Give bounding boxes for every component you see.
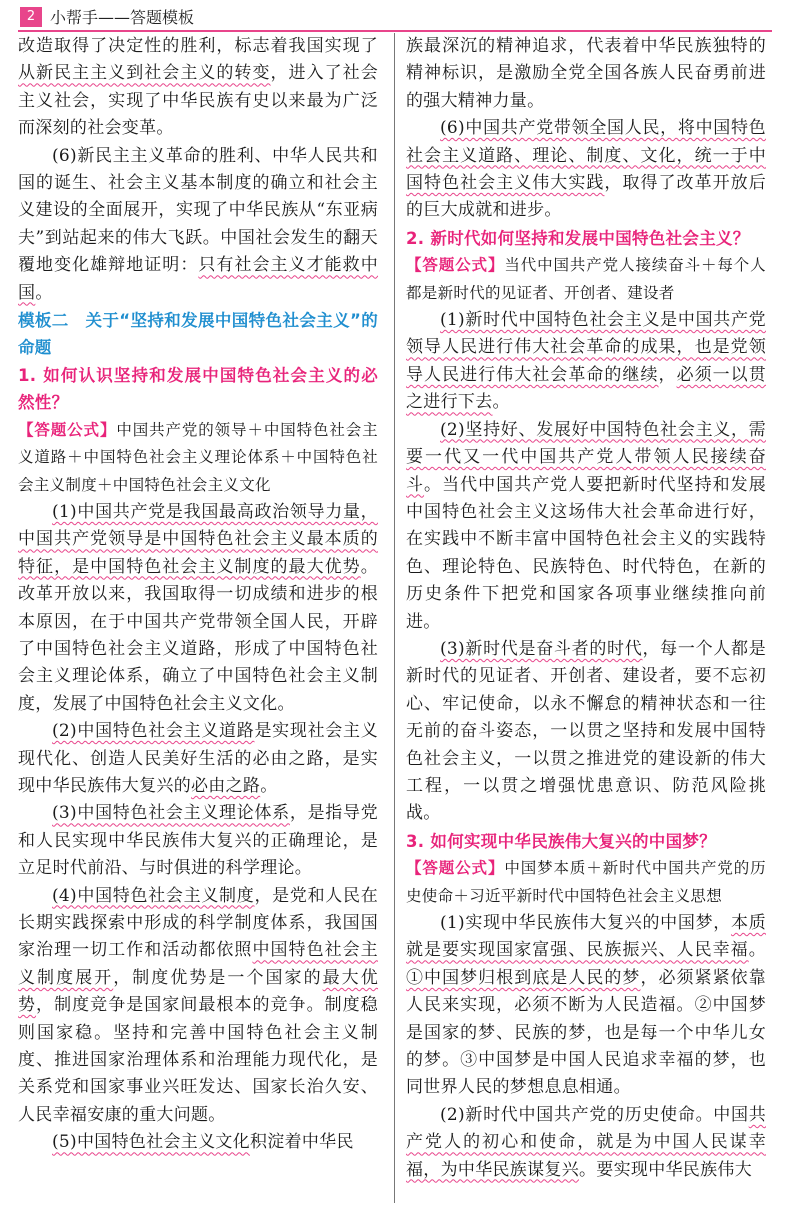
formula-tag: 【答题公式】 [18, 420, 117, 439]
question-3: 3. 如何实现中华民族伟大复兴的中国梦？ [406, 831, 716, 851]
underlined-text: 中国特色社会主义制度展开 [18, 940, 378, 988]
answer-2-point-2 [406, 417, 766, 636]
header-title: 小帮手——答题模板 [50, 8, 195, 27]
answer-1-point-1 [18, 499, 378, 718]
text: ，必须紧紧依靠人民来实现，必须不断为人民造福。②中国梦是国家的梦、民族的梦，也是每一个中华儿女的梦。③中国梦是中国人民追求幸福的梦，也同世界人民的梦想息息相通。 [406, 967, 766, 1098]
underlined-text: 共产党人的初心和使命，就是为中国人民谋幸福，为中华民族谋复兴 [406, 1104, 766, 1180]
header-rule [18, 30, 772, 32]
text: (1)实现中华民族伟大复兴的中国梦， [440, 913, 731, 933]
answer-formula-1 [18, 417, 378, 499]
underlined-text: 从新民主主义到社会主义的转变 [18, 63, 271, 84]
answer-1-point-2 [18, 718, 378, 800]
answer-2-point-1 [406, 307, 766, 417]
underlined-text: (4)中国特色社会主义制度 [52, 885, 255, 906]
answer-3-point-1 [406, 910, 766, 1102]
text: 。 [35, 282, 53, 303]
page-header [0, 0, 790, 30]
underlined-text: (1)中国共产党是我国最高政治领导力量，中国共产党领导是中国特色社会主义最本质的特征，是中国特色社会主义制度的最大优势 [18, 501, 378, 577]
paragraph-continued [406, 33, 766, 115]
answer-1-point-3 [18, 800, 378, 882]
text: 改造取得了决定性的胜利，标志着我国实现了 [18, 36, 378, 56]
question-1: 1. 如何认识坚持和发展中国特色社会主义的必然性？ [18, 365, 378, 413]
template-heading: 模板二 关于“坚持和发展中国特色社会主义”的命题 [18, 311, 378, 358]
formula-text: 中国共产党的领导＋中国特色社会主义道路＋中国特色社会主义理论体系＋中国特色社会主义制度＋中国特色社会主义文化 [18, 420, 378, 494]
underlined-text: (5)中国特色社会主义文化 [52, 1132, 250, 1153]
answer-3-point-2 [406, 1102, 766, 1184]
underlined-text: (3)新时代是奋斗者的时代 [440, 638, 643, 659]
underlined-text: 只有社会主义才能救中国 [18, 255, 379, 303]
text: ， [658, 364, 677, 385]
text: 。 [492, 392, 510, 413]
paragraph-6 [18, 143, 378, 307]
formula-tag: 【答题公式】 [406, 859, 505, 878]
question-2: 2. 新时代如何坚持和发展中国特色社会主义？ [406, 228, 750, 248]
text: 。改革开放以来，我国取得一切成绩和进步的根本原因，在于中国共产党带领全国人民，开辟了中国特色社会主义道路，形成了中国特色社会主义理论体系，确立了中国特色社会主义制度，发展了中国特色社会主义文化。 [18, 556, 378, 714]
text: 。 [748, 940, 766, 961]
answer-1-point-6 [406, 115, 766, 225]
answer-1-point-4 [18, 883, 378, 1130]
underlined-text: (2)坚持好、发展好中国特色社会主义，需要一代又一代中国共产党人带领人民接续奋斗 [406, 419, 766, 495]
answer-1-point-5 [18, 1129, 378, 1156]
text: (6)新民主主义革命的胜利、中华人民共和国的诞生、社会主义基本制度的确立和社会主义建设的全面展开，实现了中华民族从“东亚病夫”到站起来的伟大飞跃。中国社会发生的翻天覆地变化雄辩地证明： [18, 145, 378, 276]
text: ，每一个人都是新时代的见证者、开创者、建设者，要不忘初心、牢记使命，以永不懈怠的精神状态和一往无前的奋斗姿态，一以贯之坚持和发展中国特色社会主义，一以贯之推进党的建设新的伟大工程，一以贯之增强忧患意识、防范风险挑战。 [406, 638, 766, 824]
underlined-text: (2)中国特色社会主义道路 [52, 721, 255, 742]
right-column [406, 33, 766, 1184]
text: 。要实现中华民族伟大 [579, 1159, 752, 1180]
text: ，取得了改革开放后的巨大成就和进步。 [406, 173, 766, 221]
formula-text: 中国梦本质＋新时代中国共产党的历史使命＋习近平新时代中国特色社会主义思想 [406, 859, 766, 905]
underlined-text: 必须一以贯之进行下去 [406, 364, 767, 413]
text: ，制度竞争是国家间最根本的竞争。制度稳则国家稳。坚持和完善中国特色社会主义制度、推进国家治理体系和治理能力现代化，是关系党和国家事业兴旺发达、国家长治久安、人民幸福安康的重大问题。 [18, 995, 378, 1125]
answer-formula-2 [406, 252, 766, 307]
answer-formula-3 [406, 855, 766, 910]
text: 。当代中国共产党人要把新时代坚持和发展中国特色社会主义这场伟大社会革命进行好，在实践中不断丰富中国特色社会主义的实践特色、理论特色、民族特色、时代特色，在新的历史条件下把党和国家各项事业继续推向前进。 [406, 474, 766, 632]
text: 族最深沉的精神追求，代表着中华民族独特的精神标识，是激励全党全国各族人民奋勇前进的强大精神力量。 [406, 36, 766, 111]
column-divider [394, 33, 395, 1203]
formula-text: 当代中国共产党人接续奋斗＋每个人都是新时代的见证者、开创者、建设者 [406, 256, 766, 302]
text: 。 [260, 775, 278, 796]
answer-2-point-3 [406, 636, 766, 828]
text: ，是指导党和人民实现中华民族伟大复兴的正确理论，是立足时代前沿、与时俱进的科学理论。 [18, 803, 378, 879]
underlined-text: 必由之路 [191, 775, 261, 796]
underlined-text: 最大优势 [18, 967, 379, 1016]
text: ，进入了社会主义社会，实现了中华民族有史以来最为广泛而深刻的社会变革。 [18, 63, 378, 139]
underlined-text: (6)中国共产党带领全国人民，将中国特色社会主义道路、理论、制度、文化，统一于中国特色社会主义伟大实践 [406, 118, 766, 194]
page-number: 2 [20, 7, 42, 27]
text: 积淀着中华民 [249, 1132, 354, 1153]
text: ，制度优势是一个国家的 [113, 967, 323, 988]
paragraph-continued [18, 33, 378, 143]
text: (2)新时代中国共产党的历史使命。中国 [440, 1104, 749, 1125]
underlined-text: ①中国梦归根到底是人民的梦 [406, 967, 641, 988]
underlined-text: 本质就是要实现国家富强、民族振兴、人民幸福 [406, 913, 766, 961]
text: 是实现社会主义现代化、创造人民美好生活的必由之路，是实现中华民族伟大复兴的 [18, 721, 378, 796]
left-column [18, 33, 378, 1157]
formula-tag: 【答题公式】 [406, 256, 505, 275]
underlined-text: (3)中国特色社会主义理论体系 [52, 803, 290, 824]
text: ，是党和人民在长期实践探索中形成的科学制度体系，我国国家治理一切工作和活动都依照 [18, 885, 378, 961]
underlined-text: (1)新时代中国特色社会主义是中国共产党领导人民进行伟大社会革命的成果，也是党领导人民进行伟大社会革命的继续 [406, 310, 766, 385]
